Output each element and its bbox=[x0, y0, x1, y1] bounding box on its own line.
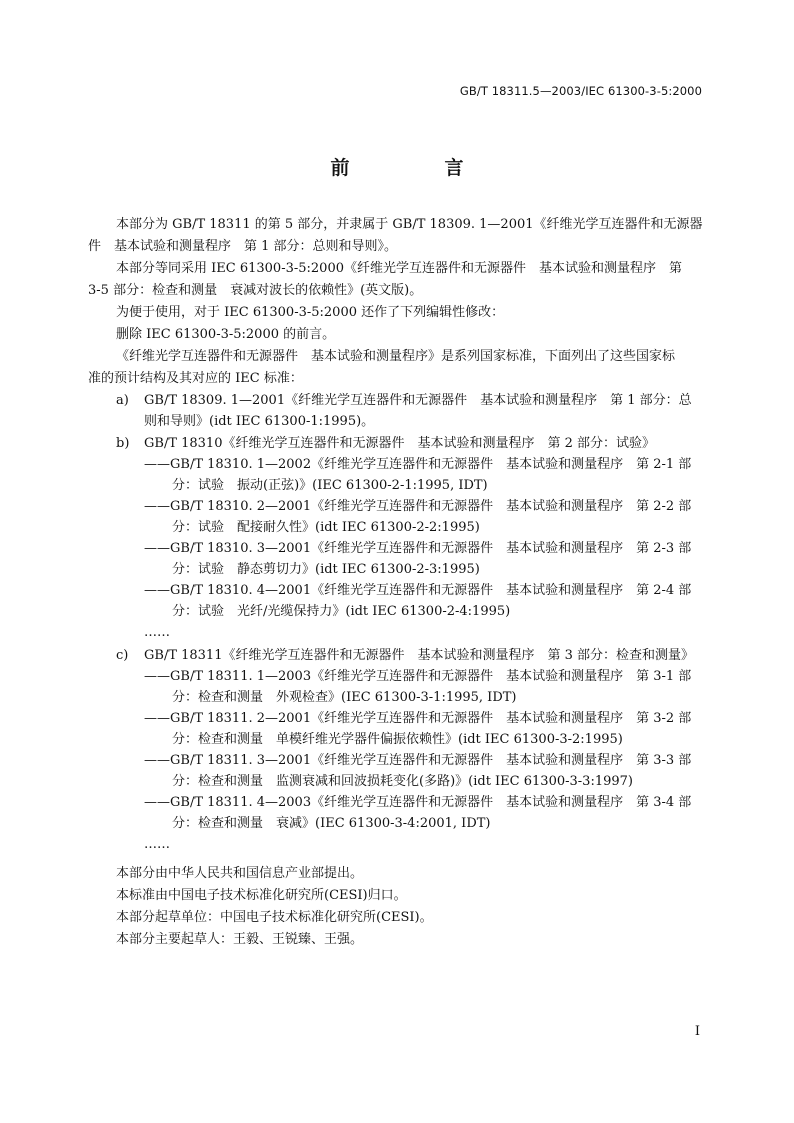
list-c-ellipsis: …… bbox=[144, 837, 170, 852]
sub-item-c1-line-1: ——GB/T 18311. 1—2003《纤维光学互连器件和无源器件 基本试验和测量程序 第 3-1 部 bbox=[144, 669, 692, 684]
sub-item-b1-line-2: 分：试验 振动(正弦)》(IEC 61300-2-1:1995, IDT) bbox=[172, 478, 488, 493]
paragraph-2-line-1: 本部分等同采用 IEC 61300-3-5:2000《纤维光学互连器件和无源器件 基本试验和测量程序 第 bbox=[116, 261, 682, 276]
foreword-body bbox=[88, 214, 704, 951]
closing-line-4: 本部分主要起草人：王毅、王锐臻、王强。 bbox=[116, 932, 364, 947]
closing-section bbox=[88, 863, 704, 951]
list-item-c-line-1: GB/T 18311《纤维光学互连器件和无源器件 基本试验和测量程序 第 3 部分：检查和测量》 bbox=[144, 648, 695, 663]
sub-item-b4 bbox=[88, 580, 704, 622]
list-item-a bbox=[88, 390, 704, 432]
list-item-b-line-1: GB/T 18310《纤维光学互连器件和无源器件 基本试验和测量程序 第 2 部分：试验》 bbox=[144, 436, 656, 451]
sub-item-c4-line-2: 分：检查和测量 衰减》(IEC 61300-3-4:2001, IDT) bbox=[172, 816, 491, 831]
sub-item-c2-line-1: ——GB/T 18311. 2—2001《纤维光学互连器件和无源器件 基本试验和测量程序 第 3-2 部 bbox=[144, 711, 692, 726]
list-marker-b: b) bbox=[116, 436, 130, 451]
paragraph-3: 为便于使用，对于 IEC 61300-3-5:2000 还作了下列编辑性修改： bbox=[116, 305, 505, 320]
list-b-ellipsis: …… bbox=[144, 625, 170, 640]
sub-item-c1-line-2: 分：检查和测量 外观检查》(IEC 61300-3-1:1995, IDT) bbox=[172, 690, 517, 705]
closing-line-3: 本部分起草单位：中国电子技术标准化研究所(CESI)。 bbox=[116, 910, 433, 925]
paragraph-2-line-2: 3-5 部分：检查和测量 衰减对波长的依赖性》(英文版)。 bbox=[88, 283, 423, 298]
list-item-a-line-2: 则和导则》(idt IEC 61300-1:1995)。 bbox=[144, 414, 375, 429]
paragraph-5-line-1: 《纤维光学互连器件和无源器件 基本试验和测量程序》是系列国家标准，下面列出了这些国家标 bbox=[116, 349, 676, 364]
sub-item-c1 bbox=[88, 666, 704, 708]
sub-item-b3-line-1: ——GB/T 18310. 3—2001《纤维光学互连器件和无源器件 基本试验和测量程序 第 2-3 部 bbox=[144, 541, 692, 556]
sub-item-b2 bbox=[88, 496, 704, 538]
sub-item-c4 bbox=[88, 792, 704, 834]
page-title: 前 言 bbox=[330, 157, 502, 179]
list-marker-c: c) bbox=[116, 648, 129, 663]
list-marker-a: a) bbox=[116, 393, 129, 408]
sub-item-c4-line-1: ——GB/T 18311. 4—2003《纤维光学互连器件和无源器件 基本试验和测量程序 第 3-4 部 bbox=[144, 795, 692, 810]
sub-item-b2-line-2: 分：试验 配接耐久性》(idt IEC 61300-2-2:1995) bbox=[172, 520, 480, 535]
standard-code-header: GB/T 18311.5—2003/IEC 61300-3-5:2000 bbox=[459, 84, 702, 98]
sub-item-b3-line-2: 分：试验 静态剪切力》(idt IEC 61300-2-3:1995) bbox=[172, 562, 480, 577]
sub-item-c3-line-2: 分：检查和测量 监测衰减和回波损耗变化(多路)》(idt IEC 61300-3-3:1997) bbox=[172, 774, 633, 789]
closing-line-1: 本部分由中华人民共和国信息产业部提出。 bbox=[116, 866, 364, 881]
list-item-b bbox=[88, 433, 704, 454]
sub-item-c2 bbox=[88, 708, 704, 750]
paragraph-1-line-1: 本部分为 GB/T 18311 的第 5 部分，并隶属于 GB/T 18309. 1—2001《纤维光学互连器件和无源器 bbox=[116, 217, 703, 232]
list-item-c bbox=[88, 645, 704, 666]
sub-item-b2-line-1: ——GB/T 18310. 2—2001《纤维光学互连器件和无源器件 基本试验和测量程序 第 2-2 部 bbox=[144, 499, 692, 514]
list-item-a-line-1: GB/T 18309. 1—2001《纤维光学互连器件和无源器件 基本试验和测量程序 第 1 部分：总 bbox=[144, 393, 692, 408]
sub-item-c2-line-2: 分：检查和测量 单模纤维光学器件偏振依赖性》(idt IEC 61300-3-2:1995) bbox=[172, 732, 623, 747]
closing-line-2: 本标准由中国电子技术标准化研究所(CESI)归口。 bbox=[116, 888, 407, 903]
sub-item-b4-line-1: ——GB/T 18310. 4—2001《纤维光学互连器件和无源器件 基本试验和测量程序 第 2-4 部 bbox=[144, 583, 692, 598]
sub-item-b1 bbox=[88, 454, 704, 496]
paragraph-5-line-2: 准的预计结构及其对应的 IEC 标准： bbox=[88, 371, 303, 386]
paragraph-4: 删除 IEC 61300-3-5:2000 的前言。 bbox=[116, 327, 336, 342]
sub-item-b1-line-1: ——GB/T 18310. 1—2002《纤维光学互连器件和无源器件 基本试验和测量程序 第 2-1 部 bbox=[144, 457, 692, 472]
sub-item-c3 bbox=[88, 750, 704, 792]
sub-item-b3 bbox=[88, 538, 704, 580]
sub-item-b4-line-2: 分：试验 光纤/光缆保持力》(idt IEC 61300-2-4:1995) bbox=[172, 604, 511, 619]
page-number: I bbox=[694, 1024, 700, 1039]
paragraph-1-line-2: 件 基本试验和测量程序 第 1 部分：总则和导则》。 bbox=[88, 239, 398, 254]
sub-item-c3-line-1: ——GB/T 18311. 3—2001《纤维光学互连器件和无源器件 基本试验和测量程序 第 3-3 部 bbox=[144, 753, 692, 768]
